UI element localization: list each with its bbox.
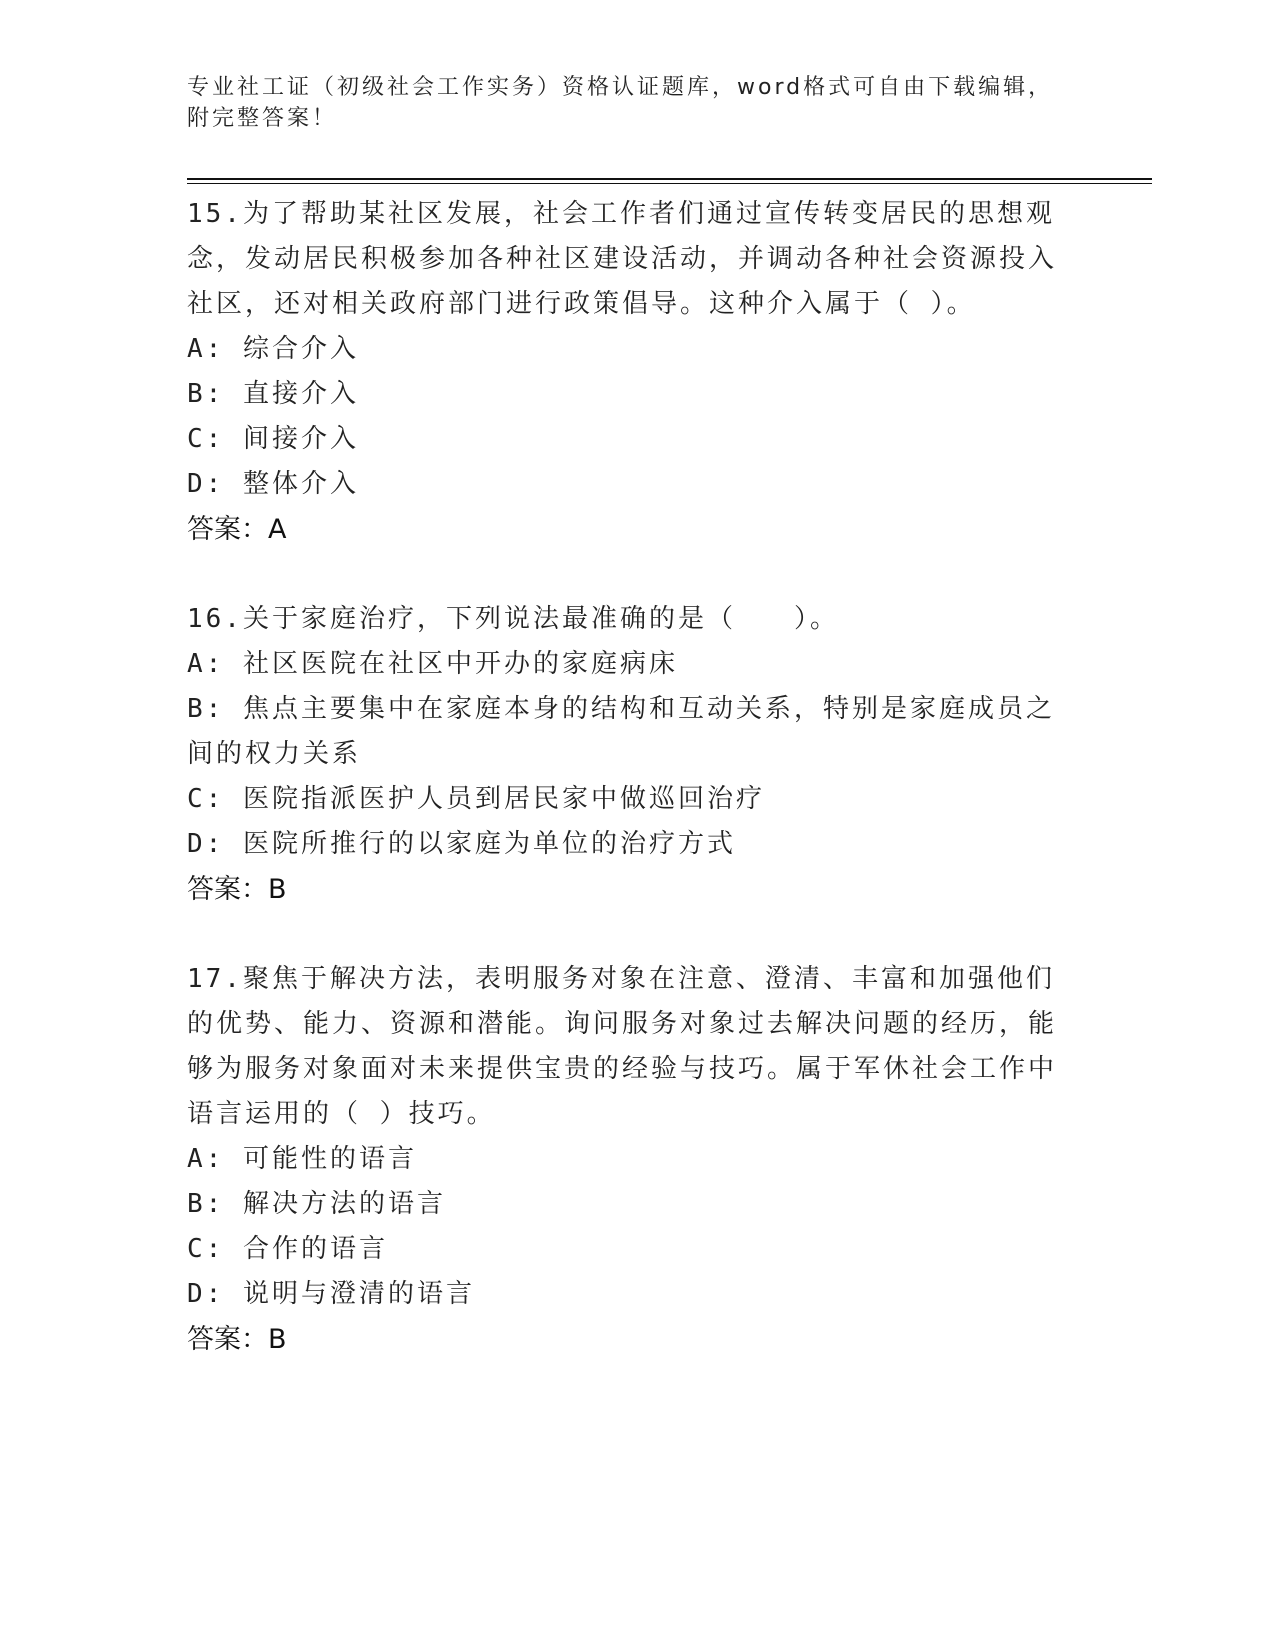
option-b: B: 直接介入 — [187, 379, 359, 409]
question-list — [187, 192, 1067, 1362]
question-15 — [187, 192, 1067, 552]
header-divider-thick — [187, 178, 1152, 180]
option-c: C: 医院指派医护人员到居民家中做巡回治疗 — [187, 784, 765, 814]
option-a: A: 综合介入 — [187, 334, 359, 364]
document-header: 专业社工证（初级社会工作实务）资格认证题库，word格式可自由下载编辑，附完整答案！ — [187, 75, 1054, 131]
option-c: C: 间接介入 — [187, 424, 359, 454]
option-b: B: 焦点主要集中在家庭本身的结构和互动关系，特别是家庭成员之间的权力关系 — [187, 694, 1055, 769]
question-stem: 16.关于家庭治疗，下列说法最准确的是（ ）。 — [187, 604, 839, 634]
option-d: D: 整体介入 — [187, 469, 359, 499]
question-17 — [187, 957, 1067, 1362]
answer-label: 答案：A — [187, 514, 287, 545]
question-stem: 15.为了帮助某社区发展，社会工作者们通过宣传转变居民的思想观念，发动居民积极参加各种社区建设活动，并调动各种社会资源投入社区，还对相关政府部门进行政策倡导。这种介入属于（ ）。 — [187, 199, 1058, 319]
header-divider-thin — [187, 183, 1152, 184]
answer-label: 答案：B — [187, 874, 287, 905]
option-c: C: 合作的语言 — [187, 1234, 388, 1264]
question-stem: 17.聚焦于解决方法，表明服务对象在注意、澄清、丰富和加强他们的优势、能力、资源和潜能。询问服务对象过去解决问题的经历，能够为服务对象面对未来提供宝贵的经验与技巧。属于军休社会工作中语言运用的（ ）技巧。 — [187, 964, 1058, 1129]
answer-label: 答案：B — [187, 1324, 287, 1355]
question-16 — [187, 597, 1067, 912]
option-d: D: 医院所推行的以家庭为单位的治疗方式 — [187, 829, 736, 859]
option-a: A: 可能性的语言 — [187, 1144, 417, 1174]
spacer — [187, 912, 1067, 957]
option-b: B: 解决方法的语言 — [187, 1189, 446, 1219]
spacer — [187, 552, 1067, 597]
option-d: D: 说明与澄清的语言 — [187, 1279, 475, 1309]
option-a: A: 社区医院在社区中开办的家庭病床 — [187, 649, 678, 679]
